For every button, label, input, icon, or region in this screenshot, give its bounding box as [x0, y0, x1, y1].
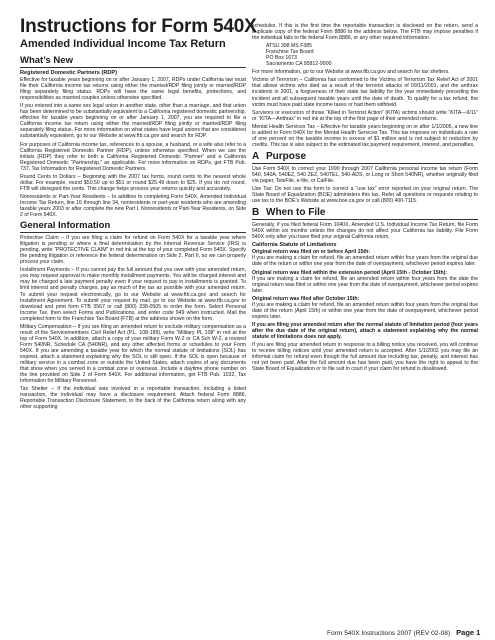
page-subtitle: Amended Individual Income Tax Return: [20, 38, 226, 50]
section-letter: B: [252, 207, 260, 219]
nonresidents-paragraph: Nonresidents or Part-Year Residents – In addition to completing Form 540X, Amended Individual Income Tax Return, line 16 through line 34, nonresidents or part-year residents who are amending taxable years 2003 or after complete the new Part I, Nonresidents or Part-Year Residents, on Side 2 of Form 540X.: [20, 193, 246, 219]
purpose-paragraph-2: Use Tax: Do not use this form to correct a “use tax” error reported on your original return. The State Board of Equalization (BOE) administers this tax. Refer all questions or requests relating to use tax to the BOE’s Website at www.boe.ca.gov or call (800) 400-7115.: [252, 186, 478, 205]
sol-expired-paragraph: If you are filing your amended return after the normal statute of limitation period (four years after the due date of the original return), attach a statement explaining why the normal statute of limitations does not apply.: [252, 321, 478, 340]
address-line: ATSU 398 MS F385: [266, 43, 313, 50]
military-compensation-paragraph: Military Compensation – If you are filing an amended return to exclude military compensation as a result of the Servicemembers Civil Relief Act (P.L. 108-189), write “Military PL 108” in red at the top of Form 540X. In addition, attach a copy of your military Form W-2 or CA Sch W-2, a revised Form 540NR, Schedule CA (540NR), and any other affected forms or schedules to your Form 540X. If you are amending a taxable year for which the normal statute of limitations (SOL) has expired, attach a statement explaining why the SOL is still open. If the SOL is open because of military service in a combat zone or outside the United States, attach copies of any documents that show when you served in a combat zone or overseas. Include a daytime phone number on the line provided on Side 2 of Form 540X. For additional information, get FTB Pub. 1032, Tax Information for Military Personnel.: [20, 323, 246, 385]
rdp-paragraph-3: For purposes of California income tax, references to a spouse, a husband, or a wife also refer to a California Registered Domestic Partner (RDP), unless otherwise specified. When we use the initials (RDP) they refer to both a California Registered Domestic “Partner” and a California Registered Domestic “Partnership,” as applicable. For more information on RDPs, get FTB Pub. 737, Tax Information for Registered Domestic Partners.: [20, 141, 246, 172]
section-b-heading: [252, 207, 478, 220]
footer-form-label: Form 540X Instructions 2007 (REV 02-08): [327, 630, 451, 637]
mailing-address: [266, 43, 478, 67]
rdp-paragraph-2: If you entered into a same sex legal union in another state, other than a marriage, and that union has been determined to be substantially equivalent to a California registered domestic partnership, effective for taxable years beginning on or after January 1, 2007, you are required to file a California income tax return using either the married/RDP filing jointly or married/RDP filing separately filing status. For more information on what states have legal unions that are considered substantially equivalent, go to our Website at www.ftb.ca.gov and search for RDP.: [20, 103, 246, 140]
whats-new-heading: What’s New: [20, 56, 246, 68]
sol-case-2-heading: Original return was filed within the extension period (April 15th - October 15th):: [252, 269, 448, 276]
schedules-paragraph: schedules. If this is the first time the reportable transaction is disclosed on the return, send a duplicate copy of the federal Form 8886 to the address below. The FTB may impose penalties if the individual fails to file federal Form 8886, or any other required information.: [252, 23, 478, 42]
sol-case-1-paragraph: If you are making a claim for refund, file an amended return within four years from the original due date of the return or within one year from the date of overpayment, whichever period expires later.: [252, 255, 478, 268]
statute-heading: California Statute of Limitations: [252, 242, 337, 249]
rdp-paragraph-1: Effective for taxable years beginning on or after January 1, 2007, RDPs under California law must file their California income tax returns using either the married/RDP filing jointly or married/RDP filing separately filing status. RDPs will have the same legal benefits, protections, and responsibilities as married couples unless otherwise specified.: [20, 77, 246, 102]
sol-case-1-heading: Original return was filed on or before April 15th:: [252, 249, 370, 256]
victims-paragraph: Victims of Terrorism – California has conformed to the Victims of Terrorism Tax Relief Act of 2001 that allows victims who died as a result of the terrorist attacks of 09/11/2001, and the anthrax incidents in 2001, a forgiveness of their state tax liability for the year immediately preceding the incident and all subsequent taxable years until the date of death. To qualify for a tax refund, the victim must have paid state income taxes or had them withheld.: [252, 77, 478, 108]
section-letter: A: [252, 150, 260, 162]
sol-case-3-heading: Original return was filed after October 15th:: [252, 295, 360, 302]
rdp-heading: Registered Domestic Partners (RDP): [20, 70, 117, 76]
section-title: When to File: [266, 207, 326, 219]
address-line: Sacramento CA 95812-9900: [266, 61, 332, 68]
sol-case-3-paragraph: If you are making a claim for refund, file an amended return within four years from the original due date of the return (April 15th) or within one year from the date of overpayment, whichever period expires later.: [252, 301, 478, 320]
billing-notice-paragraph: If you are filing your amended return in response to a billing notice you received, you will continue to receive billing notices until your amended return is accepted. After 1/1/2002 you may file an informal claim for refund even though the full amount due including tax, penalty, and interest has not yet been paid. After the full amount due has been paid, you have the right to appeal to the State Board of Equalization or to file suit in court if your claim for refund is disallowed.: [252, 342, 478, 373]
section-title: Purpose: [266, 150, 307, 162]
survivors-paragraph: Survivors or executors of those “Killed in Terrorist Action” (KITA) victims should write “KITA—9/11” or “KITA—Anthrax” in red ink at the top of the first page of their amended returns.: [252, 109, 478, 122]
right-column: [252, 23, 478, 374]
left-column: [20, 56, 246, 412]
page-number: Page 1: [456, 628, 481, 637]
round-cents-paragraph: Round Cents to Dollars – Beginning with the 2007 tax forms, round cents to the nearest whole dollar. For example, round $50.50 up to $51 or round $25.49 down to $25. If you do not round, FTB will disregard the cents. This change helps process your returns quickly and accurately.: [20, 173, 246, 192]
website-paragraph: For more information, go to our Website at www.ftb.ca.gov and search for tax shelters.: [252, 69, 450, 76]
installment-payments-paragraph: Installment Payments – If you cannot pay the full amount that you owe with your amended return, you may request approval to make monthly installment payments. You will be charged interest and may be charged a late payment penalty even if your request to pay in installments is granted. To limit interest and penalty charges, pay as much of the tax as possible with your amended return. To submit your request electronically, go to our Website at www.ftb.ca.gov and search for Installment Agreement. To submit your request by mail, go to our Website at www.ftb.ca.gov to download and print form FTB 3567 or call (800) 338-0505 to order the form. Select Personal Income Tax, then select Forms and Publications, and enter code 949 when instructed. Mail the completed form to the Franchise Tax Board (FTB) at the address shown on the form.: [20, 267, 246, 322]
sol-case-2-paragraph: If you are making a claim for refund, file an amended return within four years from the date the original return was filed or within one year from the date of overpayment, whichever period expires later.: [252, 275, 478, 294]
section-a-heading: [252, 151, 478, 164]
tax-shelter-paragraph: Tax Shelter – If the individual was involved in a reportable transaction, including a listed transaction, the individual may have a disclosure requirement. Attach federal Form 8886, Reportable Transaction Disclosure Statement, to the back of the California return along with any other supporting: [20, 386, 246, 411]
mental-health-tax-paragraph: Mental Health Services Tax – Effective for taxable years beginning on or after 1/1/2005, a new line is added to Form 540X for the Mental Health Services Tax. This tax imposes on individuals a rate of one percent on the taxable income in excess of $1 million and is not subject to reduction by credits. This tax is also subject to the estimated tax payment requirement, interest, and penalties.: [252, 123, 478, 148]
address-line: PO Box 1673: [266, 55, 297, 62]
page-title: Instructions for Form 540X: [20, 16, 257, 37]
purpose-paragraph-1: Use Form 540X to correct your 1990 through 2007 California personal income tax return (Form 540, 540A, 540EZ, 540 2EZ, 540TEL, 540-ADS, or Long or Short 540NR), whether originally filed via paper, TeleFile, e-file, or CalFile.: [252, 165, 478, 184]
general-information-heading: General Information: [20, 221, 246, 233]
when-to-file-paragraph: Generally, if you filed federal Form 1040X, Amended U.S. Individual Income Tax Return, file Form 540X within six months unless the changes do not affect your California tax liability. File Form 540X only after you have filed your original California return.: [252, 222, 478, 241]
protective-claim-paragraph: Protective Claim – If you are filing a claim for refund on Form 540X for a taxable year where litigation is pending or where a final determination by the Internal Revenue Service (IRS) is pending, write “PROTECTIVE CLAIM” in red ink at the top of your completed Form 540X. Specify the pending litigation or reference the federal determination on Side 2, Part II, so we can properly process your claim.: [20, 235, 246, 266]
address-line: Franchise Tax Board: [266, 49, 314, 56]
page-footer: [327, 628, 480, 637]
